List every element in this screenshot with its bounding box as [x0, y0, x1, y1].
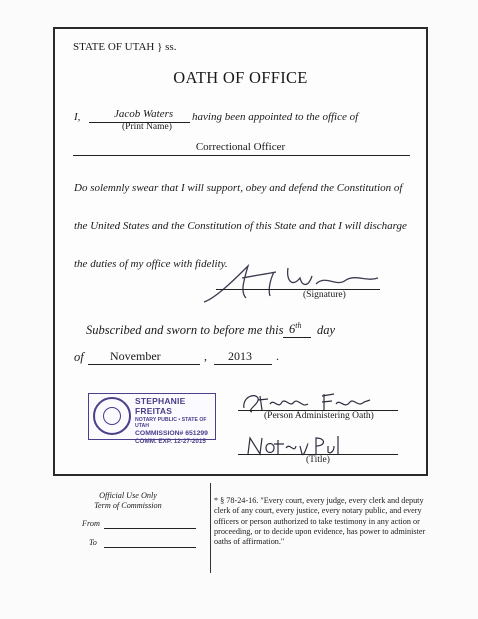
- stamp-subtitle: NOTARY PUBLIC • STATE OF UTAH: [135, 417, 207, 429]
- sworn-text: Subscribed and sworn to before me this: [86, 323, 284, 337]
- sworn-day: [289, 321, 301, 337]
- document-title: OATH OF OFFICE: [173, 68, 308, 87]
- sworn-period: .: [276, 349, 279, 363]
- oath-line-3: the duties of my office with fidelity.: [74, 258, 228, 270]
- officer-signature: [196, 258, 396, 308]
- day-number: 6: [289, 322, 296, 337]
- to-label: To: [89, 538, 97, 547]
- state-seal-icon: [93, 397, 131, 435]
- day-suffix: th: [295, 321, 302, 330]
- sworn-comma: ,: [204, 349, 207, 363]
- statute-footnote: * § 78-24-16. "Every court, every judge, every clerk and deputy clerk of any court, every justice, every notary public, and every officers or person authorized to take testimony in any action or proceeding, or to decide upon evidence, has power to administer oaths of affirmation.": [214, 496, 426, 547]
- sworn-year: 2013: [228, 349, 252, 363]
- footer-divider: [210, 483, 211, 573]
- from-label: From: [82, 519, 100, 528]
- stamp-commission: COMMISSION# 651299: [135, 430, 208, 437]
- administrator-caption: (Person Administering Oath): [264, 411, 374, 421]
- stamp-notary-name: STEPHANIE FREITAS: [135, 396, 186, 416]
- sworn-month: November: [110, 349, 161, 363]
- year-line: [214, 364, 272, 365]
- official-use-heading: Official Use Only: [99, 491, 157, 500]
- of-label: of: [74, 350, 84, 364]
- term-of-commission-heading: Term of Commission: [94, 501, 162, 510]
- sworn-day-label: day: [317, 323, 336, 337]
- print-name-caption: (Print Name): [122, 122, 172, 132]
- office-line: [73, 155, 410, 156]
- signature-caption: (Signature): [303, 290, 346, 300]
- notary-stamp: [88, 393, 216, 445]
- stamp-expiration: COMM. EXP. 12-27-2015: [135, 438, 206, 445]
- office-value: Correctional Officer: [195, 141, 286, 153]
- appointment-prefix: I,: [74, 111, 81, 123]
- to-field[interactable]: [104, 547, 196, 548]
- month-line: [88, 364, 200, 365]
- print-name-value: Jacob Waters: [114, 108, 174, 120]
- state-line: STATE OF UTAH } ss.: [73, 41, 177, 53]
- oath-line-1: Do solemnly swear that I will support, obey and defend the Constitution of: [74, 182, 403, 194]
- signature-line: [216, 289, 380, 290]
- from-field[interactable]: [104, 528, 196, 529]
- oath-line-2: the United States and the Constitution of this State and that I will discharge: [74, 220, 407, 232]
- appointment-suffix: having been appointed to the office of: [192, 111, 359, 123]
- title-caption: (Title): [306, 455, 330, 465]
